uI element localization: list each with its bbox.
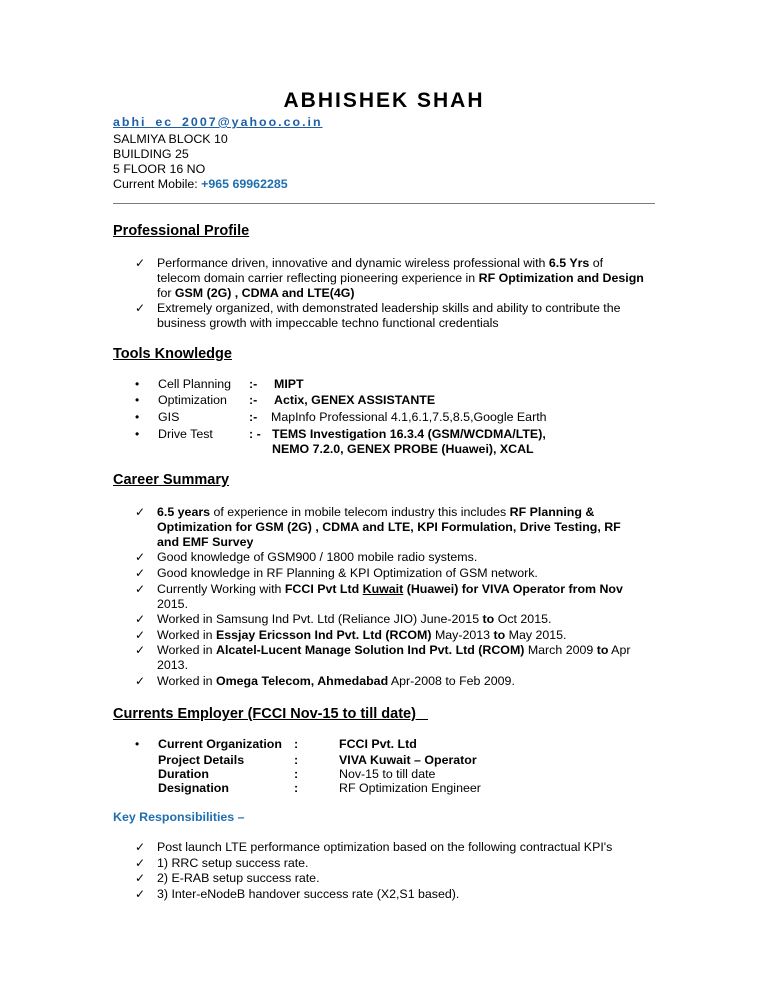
employer-sep: : [294,737,299,751]
career-item: Worked in Essjay Ericsson Ind Pvt. Ltd (RCOM) May-2013 to May 2015. [157,628,567,642]
responsibility-item: Post launch LTE performance optimization based on the following contractual KPI's [157,840,613,854]
employer-label: Duration [158,767,209,781]
mobile-label: Current Mobile: [113,177,202,191]
employer-label: Project Details [158,753,245,767]
mobile-line [113,177,288,192]
profile-item-cont: for GSM (2G) , CDMA and LTE(4G) [157,286,355,300]
check-icon: ✓ [135,301,146,315]
tool-value: Actix, GENEX ASSISTANTE [274,393,436,407]
tool-label: GIS [158,410,180,424]
tool-label: Optimization [158,393,227,407]
tool-value: MIPT [274,377,304,391]
career-item-cont: 2013. [157,658,189,672]
bullet-icon: • [135,377,140,391]
employer-label: Current Organization [158,737,282,751]
career-item-cont: and EMF Survey [157,535,254,549]
section-heading-career: Career Summary [113,472,230,488]
employer-value: Nov-15 to till date [339,767,436,781]
tool-value-cont: NEMO 7.2.0, GENEX PROBE (Huawei), XCAL [272,442,534,456]
check-icon: ✓ [135,871,146,885]
career-item: Good knowledge in RF Planning & KPI Optimization of GSM network. [157,566,538,580]
tool-sep: :- [249,410,258,424]
employer-sep: : [294,781,299,795]
tool-value: MapInfo Professional 4.1,6.1,7.5,8.5,Google Earth [271,410,547,424]
bullet-icon: • [135,427,140,441]
candidate-name: ABHISHEK SHAH [283,89,485,112]
check-icon: ✓ [135,256,146,270]
header-divider [113,203,655,204]
section-heading-profile: Professional Profile [113,223,250,239]
career-item: Worked in Alcatel-Lucent Manage Solution Ind Pvt. Ltd (RCOM) March 2009 to Apr [157,643,631,657]
responsibility-item: 2) E-RAB setup success rate. [157,871,320,885]
profile-item: Performance driven, innovative and dynamic wireless professional with 6.5 Yrs of [157,256,604,270]
career-item: Currently Working with FCCI Pvt Ltd Kuwait (Huawei) for VIVA Operator from Nov [157,582,623,596]
check-icon: ✓ [135,840,146,854]
career-item-cont: Optimization for GSM (2G) , CDMA and LTE, KPI Formulation, Drive Testing, RF [157,520,621,534]
responsibility-item: 1) RRC setup success rate. [157,856,309,870]
profile-item-cont: telecom domain carrier reflecting pioneering experience in RF Optimization and Design [157,271,644,285]
address-line: 5 FLOOR 16 NO [113,162,206,176]
check-icon: ✓ [135,856,146,870]
employer-sep: : [294,753,299,767]
tool-sep: : - [249,427,261,441]
bullet-icon: • [135,393,140,407]
mobile-value: +965 69962285 [201,177,288,191]
career-item-cont: 2015. [157,597,189,611]
career-item: Worked in Samsung Ind Pvt. Ltd (Reliance JIO) June-2015 to Oct 2015. [157,612,552,626]
check-icon: ✓ [135,612,146,626]
section-heading-tools: Tools Knowledge [113,346,232,362]
responsibility-item: 3) Inter-eNodeB handover success rate (X2,S1 based). [157,887,460,901]
career-item: Good knowledge of GSM900 / 1800 mobile radio systems. [157,550,478,564]
tool-value: TEMS Investigation 16.3.4 (GSM/WCDMA/LTE), [272,427,546,441]
employer-value: RF Optimization Engineer [339,781,481,795]
tool-label: Cell Planning [158,377,232,391]
tool-sep: :- [249,393,258,407]
bullet-icon: • [135,737,140,751]
career-item: 6.5 years of experience in mobile telecom industry this includes RF Planning & [157,505,595,519]
check-icon: ✓ [135,628,146,642]
profile-item-cont: business growth with impeccable techno functional credentials [157,316,499,330]
employer-value: FCCI Pvt. Ltd [339,737,417,751]
check-icon: ✓ [135,505,146,519]
bullet-icon: • [135,410,140,424]
address-line: SALMIYA BLOCK 10 [113,132,228,146]
check-icon: ✓ [135,566,146,580]
check-icon: ✓ [135,674,146,688]
check-icon: ✓ [135,643,146,657]
profile-item: Extremely organized, with demonstrated leadership skills and ability to contribute the [157,301,621,315]
check-icon: ✓ [135,550,146,564]
section-heading-employer: Currents Employer (FCCI Nov-15 to till date) [113,706,416,722]
address-block [113,132,288,192]
career-item: Worked in Omega Telecom, Ahmedabad Apr-2008 to Feb 2009. [157,674,515,688]
employer-sep: : [294,767,299,781]
tool-sep: :- [249,377,258,391]
check-icon: ✓ [135,887,146,901]
employer-label: Designation [158,781,229,795]
address-line: BUILDING 25 [113,147,189,161]
email-link[interactable]: abhi_ec_2007@yahoo.co.in [113,115,323,129]
key-responsibilities-heading: Key Responsibilities – [113,810,245,824]
check-icon: ✓ [135,582,146,596]
tool-label: Drive Test [158,427,213,441]
employer-value: VIVA Kuwait – Operator [339,753,477,767]
